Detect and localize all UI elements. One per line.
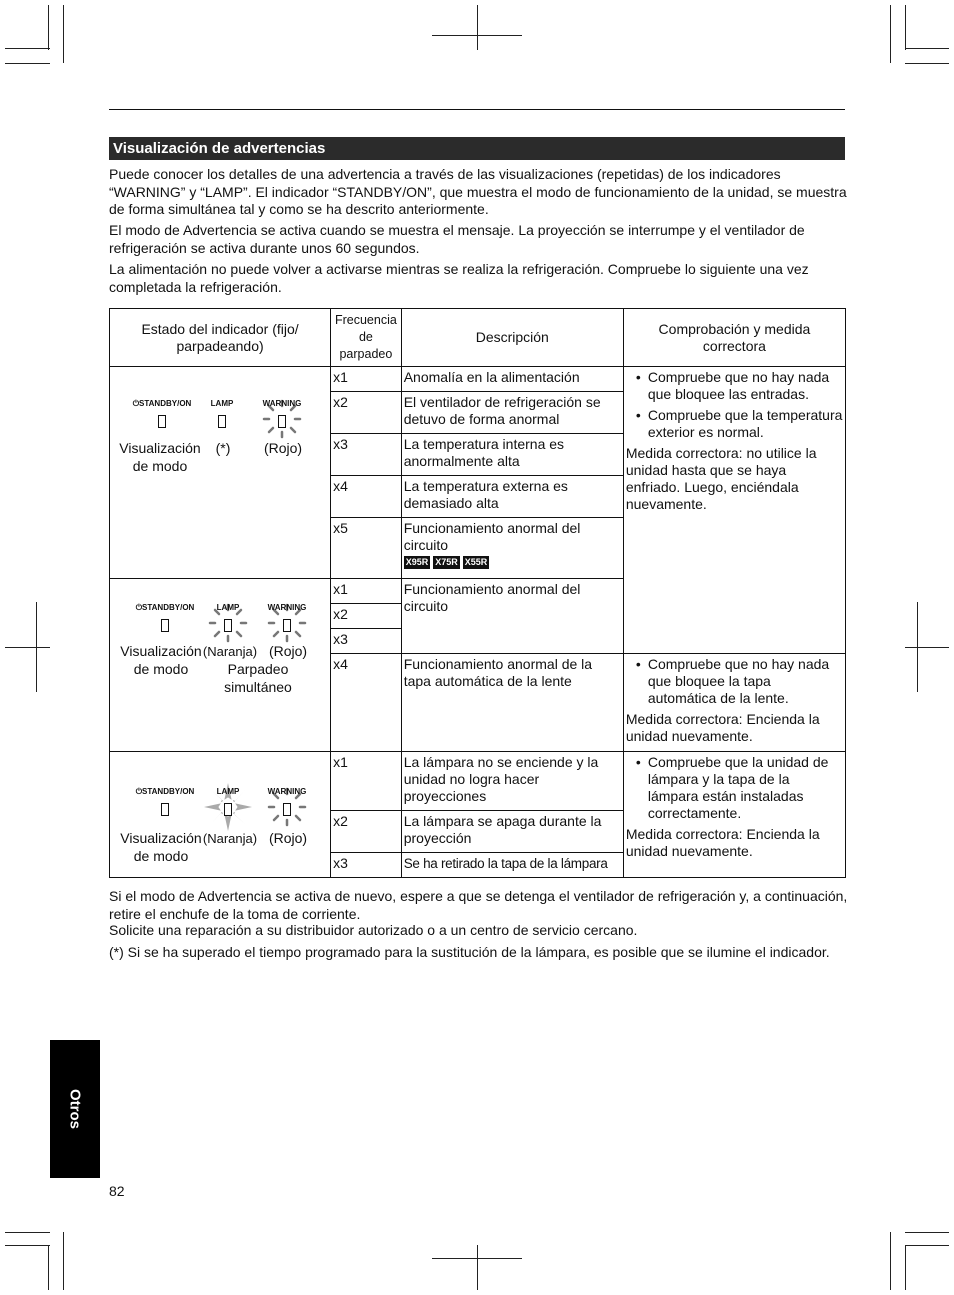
indicator-light [161,619,169,632]
power-icon: ⏻ [132,399,140,408]
side-tab-label: Otros [66,1088,84,1130]
indicator-cell-group1 [110,367,331,579]
caption-mode: Visualización de modo [120,643,202,677]
crop-mark [890,5,891,63]
power-icon: ⏻ [135,787,143,796]
check-bullet: • Compruebe que no hay nada que bloquee las entradas. [648,369,843,403]
crop-mark [905,5,906,50]
caption-warning: (Rojo) [268,643,308,659]
indicator-cell-group3 [110,752,331,878]
check-cell-c [623,752,845,878]
crop-mark [63,1232,64,1290]
crop-mark [477,1245,478,1290]
standby-indicator: ⏻STANDBY/ON [130,783,200,820]
desc-cell: Funcionamiento anormal del circuito [401,579,623,654]
section-title: Visualización de advertencias [109,137,845,160]
indicator-light [278,415,286,428]
freq-cell: x5 [331,518,402,579]
check-measure: Medida correctora: no utilice la unidad hasta que se haya enfriado. Luego, enciéndala nuevamente. [625,445,817,512]
freq-cell: x2 [331,604,402,629]
desc-cell: La lámpara se apaga durante la proyección [401,811,623,853]
indicator-light [224,619,232,632]
standby-indicator: ⏻STANDBY/ON [127,395,197,432]
indicator-light [158,415,166,428]
standby-indicator: ⏻STANDBY/ON [130,599,200,636]
model-badge: X95R [405,557,429,567]
freq-cell: x3 [331,853,402,878]
crop-mark [905,48,949,49]
crop-mark [5,1232,50,1233]
check-measure: Medida correctora: Encienda la unidad nuevamente. [625,711,820,744]
lamp-indicator: LAMP [206,599,250,636]
desc-cell: Funcionamiento anormal del circuito X95R X75R X55R [401,518,623,579]
freq-cell: x1 [331,367,402,392]
check-bullet: • Compruebe que la unidad de lámpara y la tapa de la lámpara están instaladas correctamente. [648,754,843,822]
caption-mode: Visualización de modo [120,830,202,864]
desc-cell: La temperatura interna es anormalmente alta [401,434,623,476]
model-badge: X75R [435,557,458,567]
caption-mode: Visualización de modo [119,440,201,474]
warning-table [109,308,846,878]
header-descripcion: Descripción [401,309,623,367]
freq-cell: x1 [331,579,402,604]
indicator-light [224,803,232,816]
model-badge: X55R [464,557,488,567]
caption-lamp: (Naranja) [202,644,258,659]
crop-mark [477,5,478,50]
check-measure: Medida correctora: Encienda la unidad nuevamente. [625,826,820,859]
freq-cell: x3 [331,434,402,476]
freq-cell: x1 [331,752,402,811]
intro-paragraph: Puede conocer los detalles de una advertencia a través de las visualizaciones (repetidas) de los indicadores “WARNING” y “LAMP”. El indicador “STANDBY/ON”, que muestra el modo de funcionamiento de la unidad, se muestra de forma simultánea tal y como se ha descrito anteriormente. [109,166,847,217]
freq-cell: x3 [331,629,402,654]
desc-cell: La temperatura externa es demasiado alta [401,476,623,518]
footnote: (*) Si se ha superado el tiempo programado para la sustitución de la lámpara, es posible que se ilumine el indicador. [109,944,830,960]
crop-mark [5,63,50,64]
header-estado: Estado del indicador (fijo/ parpadeando) [110,309,331,367]
crop-mark [905,1245,949,1246]
freq-cell: x4 [331,476,402,518]
header-comprobacion: Comprobación y medida correctora [623,309,845,367]
header-rule [109,109,845,110]
power-icon: ⏻ [135,603,143,612]
crop-mark [63,5,64,63]
table-row [110,752,846,811]
check-cell-b [623,654,845,752]
crop-mark [5,1245,50,1246]
freq-cell: x4 [331,654,402,752]
table-row [110,367,846,392]
check-cell-a [623,367,845,654]
crop-mark [48,5,49,50]
indicator-light [283,803,291,816]
side-tab [50,1040,100,1178]
warning-indicator: WARNING [265,783,309,820]
desc-cell: La lámpara no se enciende y la unidad no logra hacer proyecciones [401,752,623,811]
crop-mark [48,1245,49,1290]
crop-mark [905,1245,906,1290]
model-badges [404,556,621,569]
crop-mark [905,63,949,64]
crop-mark [905,647,949,648]
crop-mark [890,1232,891,1290]
warning-indicator: WARNING [265,599,309,636]
caption-lamp: (*) [215,440,231,456]
caption-warning: (Rojo) [268,830,308,846]
check-bullet: • Compruebe que la temperatura exterior es normal. [648,407,843,441]
table-header-row [110,309,846,367]
check-bullet: • Compruebe que no hay nada que bloquee la tapa automática de la lente. [648,656,843,707]
crop-mark [905,1232,949,1233]
desc-cell: Funcionamiento anormal de la tapa automática de la lente [401,654,623,752]
lamp-indicator: LAMP [202,395,242,432]
indicator-cell-group2 [110,579,331,752]
after-paragraph: Solicite una reparación a su distribuidor autorizado o a un centro de servicio cercano. [109,922,638,938]
header-frecuencia: Frecuencia de parpadeo [331,309,402,367]
crop-mark [5,647,50,648]
indicator-light [218,415,226,428]
intro-paragraph: La alimentación no puede volver a activarse mientras se realiza la refrigeración. Compruebe lo siguiente una vez completada la refrigeración. [109,261,809,295]
crop-mark [917,602,918,692]
indicator-light [161,803,169,816]
desc-cell: Anomalía en la alimentación [401,367,623,392]
crop-mark [5,48,50,49]
caption-warning: (Rojo) [263,440,303,456]
caption-lamp: (Naranja) [202,831,258,846]
intro-paragraph: El modo de Advertencia se activa cuando se muestra el mensaje. La proyección se interrumpe y el ventilador de refrigeración se activa durante unos 60 segundos. [109,222,805,256]
page-number: 82 [109,1183,125,1199]
indicator-light [283,619,291,632]
freq-cell: x2 [331,811,402,853]
warning-indicator: WARNING [260,395,304,432]
desc-cell: El ventilador de refrigeración se detuvo de forma anormal [401,392,623,434]
after-paragraph: Si el modo de Advertencia se activa de nuevo, espere a que se detenga el ventilador de refrigeración y, a continuación, retire el enchufe de la toma de corriente. [109,888,848,922]
desc-cell: Se ha retirado la tapa de la lámpara [401,853,623,878]
lamp-indicator: LAMP [206,783,250,820]
crop-mark [36,602,37,692]
caption-simultaneous: Parpadeo simultáneo [224,661,292,695]
freq-cell: x2 [331,392,402,434]
